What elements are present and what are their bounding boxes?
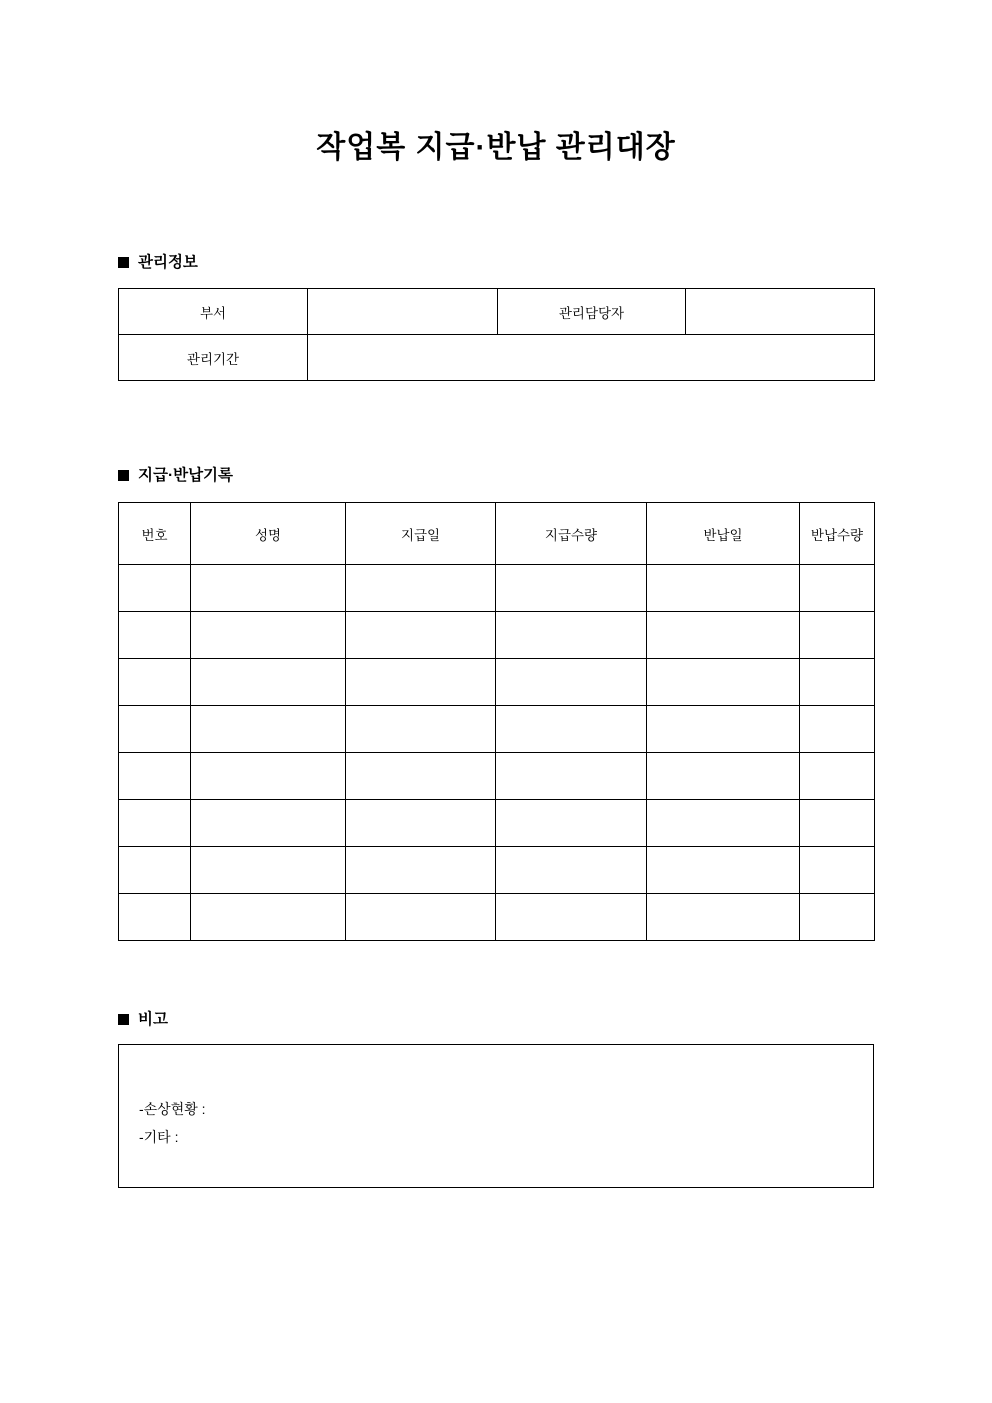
table-row — [119, 612, 875, 659]
cell-issue-date[interactable] — [346, 847, 496, 894]
column-header-no: 번호 — [119, 503, 191, 565]
column-header-name: 성명 — [191, 503, 346, 565]
cell-return-qty[interactable] — [800, 753, 875, 800]
table-row — [119, 800, 875, 847]
cell-issue-date[interactable] — [346, 753, 496, 800]
cell-no[interactable] — [119, 800, 191, 847]
management-info-table — [118, 288, 875, 381]
cell-name[interactable] — [191, 659, 346, 706]
cell-name[interactable] — [191, 706, 346, 753]
table-row — [119, 335, 875, 381]
cell-issue-qty[interactable] — [496, 847, 647, 894]
column-header-issue-date: 지급일 — [346, 503, 496, 565]
info-value-department[interactable] — [308, 289, 498, 335]
table-row — [119, 753, 875, 800]
remark-line-other: -기타 : — [139, 1129, 179, 1145]
cell-no[interactable] — [119, 894, 191, 941]
table-row — [119, 565, 875, 612]
cell-issue-date[interactable] — [346, 800, 496, 847]
remark-lines — [139, 1095, 206, 1151]
info-label-department: 부서 — [119, 289, 308, 335]
cell-issue-qty[interactable] — [496, 800, 647, 847]
section-heading-info — [118, 255, 198, 271]
cell-name[interactable] — [191, 847, 346, 894]
table-row — [119, 706, 875, 753]
cell-return-qty[interactable] — [800, 612, 875, 659]
square-bullet-icon — [118, 257, 129, 268]
cell-issue-date[interactable] — [346, 565, 496, 612]
issue-return-record-table — [118, 502, 875, 941]
table-header-row — [119, 503, 875, 565]
cell-return-date[interactable] — [647, 565, 800, 612]
cell-return-date[interactable] — [647, 659, 800, 706]
cell-return-date[interactable] — [647, 753, 800, 800]
section-heading-record — [118, 468, 233, 484]
cell-issue-qty[interactable] — [496, 894, 647, 941]
cell-return-qty[interactable] — [800, 847, 875, 894]
cell-no[interactable] — [119, 565, 191, 612]
cell-return-qty[interactable] — [800, 659, 875, 706]
cell-no[interactable] — [119, 706, 191, 753]
info-label-period: 관리기간 — [119, 335, 308, 381]
table-row — [119, 894, 875, 941]
cell-name[interactable] — [191, 565, 346, 612]
info-label-manager: 관리담당자 — [498, 289, 686, 335]
cell-issue-date[interactable] — [346, 659, 496, 706]
table-row — [119, 847, 875, 894]
cell-return-qty[interactable] — [800, 894, 875, 941]
cell-return-date[interactable] — [647, 847, 800, 894]
cell-name[interactable] — [191, 753, 346, 800]
cell-issue-qty[interactable] — [496, 565, 647, 612]
cell-issue-qty[interactable] — [496, 706, 647, 753]
table-row — [119, 289, 875, 335]
remark-line-damage-status: -손상현황 : — [139, 1101, 206, 1117]
section-heading-record-label: 지급·반납기록 — [138, 467, 234, 484]
cell-issue-qty[interactable] — [496, 612, 647, 659]
cell-issue-qty[interactable] — [496, 753, 647, 800]
column-header-return-qty: 반납수량 — [800, 503, 875, 565]
info-value-period[interactable] — [308, 335, 875, 381]
cell-name[interactable] — [191, 894, 346, 941]
cell-return-date[interactable] — [647, 800, 800, 847]
info-value-manager[interactable] — [686, 289, 875, 335]
cell-no[interactable] — [119, 612, 191, 659]
cell-issue-date[interactable] — [346, 612, 496, 659]
cell-no[interactable] — [119, 847, 191, 894]
cell-return-date[interactable] — [647, 894, 800, 941]
page-title: 작업복 지급·반납 관리대장 — [316, 131, 676, 164]
cell-return-date[interactable] — [647, 706, 800, 753]
column-header-issue-qty: 지급수량 — [496, 503, 647, 565]
cell-no[interactable] — [119, 659, 191, 706]
cell-return-qty[interactable] — [800, 800, 875, 847]
column-header-return-date: 반납일 — [647, 503, 800, 565]
square-bullet-icon — [118, 470, 129, 481]
cell-return-qty[interactable] — [800, 706, 875, 753]
cell-name[interactable] — [191, 612, 346, 659]
cell-issue-date[interactable] — [346, 706, 496, 753]
square-bullet-icon — [118, 1014, 129, 1025]
section-heading-remark — [118, 1012, 168, 1028]
cell-issue-date[interactable] — [346, 894, 496, 941]
cell-no[interactable] — [119, 753, 191, 800]
cell-return-qty[interactable] — [800, 565, 875, 612]
cell-return-date[interactable] — [647, 612, 800, 659]
remark-box[interactable] — [118, 1044, 874, 1188]
cell-name[interactable] — [191, 800, 346, 847]
cell-issue-qty[interactable] — [496, 659, 647, 706]
table-row — [119, 659, 875, 706]
section-heading-info-label: 관리정보 — [138, 254, 198, 271]
section-heading-remark-label: 비고 — [138, 1011, 168, 1028]
